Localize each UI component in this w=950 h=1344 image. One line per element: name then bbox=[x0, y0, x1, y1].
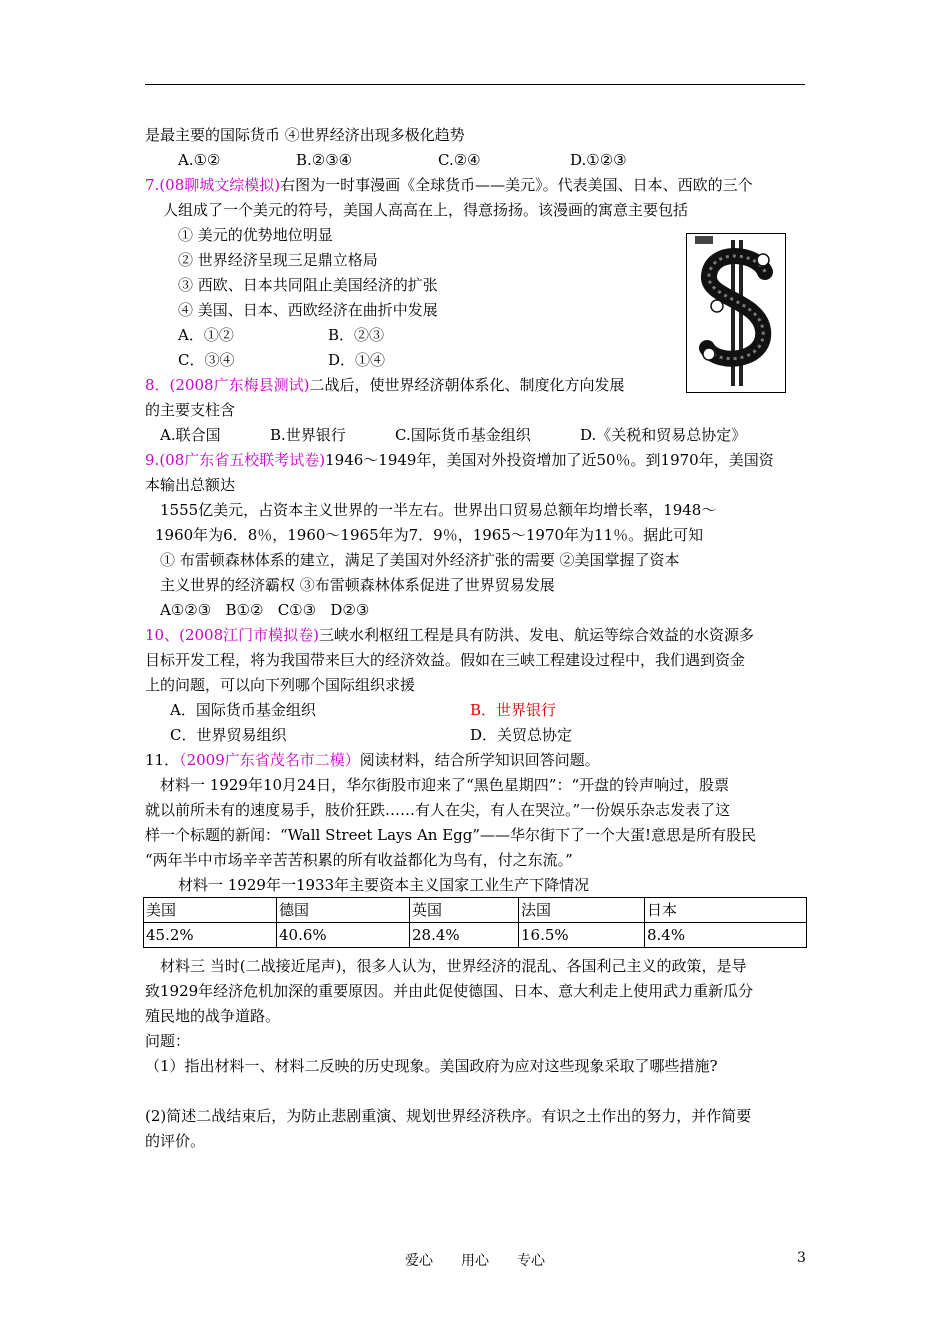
option-d: D.①②③ bbox=[570, 151, 627, 169]
question-source: (08聊城文综模拟) bbox=[159, 176, 281, 194]
option-a: A.联合国 bbox=[160, 426, 221, 444]
text-line: 就以前所未有的速度易手，肢价狂跌……有人在尖，有人在哭泣。”一份娱乐杂志发表了这 bbox=[145, 801, 731, 819]
table-header-cell: 英国 bbox=[410, 898, 519, 923]
question-number: 9. bbox=[145, 451, 160, 469]
question-number: 8． bbox=[145, 376, 170, 394]
table-cell: 28.4% bbox=[410, 923, 519, 948]
question-text: 1946～1949年，美国对外投资增加了近50％。到1970年，美国资 bbox=[325, 451, 774, 469]
option-d: D．关贸总协定 bbox=[470, 726, 573, 744]
question-source: (2008江门市模拟卷) bbox=[179, 626, 319, 644]
text-line: 样一个标题的新闻：“Wall Street Lays An Egg”——华尔街下了一个大蛋!意思是所有股民 bbox=[145, 826, 757, 844]
question-text: 三峡水利枢纽工程是具有防洪、发电、航运等综合效益的水资源多 bbox=[318, 626, 754, 644]
option-c: C.国际货币基金组织 bbox=[395, 426, 531, 444]
dollar-sign-icon bbox=[687, 234, 785, 392]
text-line: 本输出总额达 bbox=[145, 476, 236, 494]
table-cell: 45.2% bbox=[144, 923, 277, 948]
question-9 bbox=[145, 450, 774, 470]
text-line: 1960年为6．8％，1960～1965年为7．9％，1965～1970年为11％。据此可知 bbox=[155, 526, 704, 544]
option-d: D．①④ bbox=[328, 351, 386, 369]
question-8 bbox=[145, 375, 624, 395]
table-header-cell: 德国 bbox=[277, 898, 410, 923]
option-a: A．①② bbox=[178, 326, 234, 344]
text-line: 致1929年经济危机加深的重要原因。并由此促使德国、日本、意大利走上使用武力重新瓜分 bbox=[145, 982, 754, 1000]
option-b: B.世界银行 bbox=[270, 426, 346, 444]
option-c: C．③④ bbox=[178, 351, 235, 369]
option-a: A．国际货币基金组织 bbox=[170, 701, 316, 719]
statement: ① 美元的优势地位明显 bbox=[178, 226, 333, 244]
page-number: 3 bbox=[797, 1250, 806, 1266]
text-line: 问题： bbox=[145, 1032, 191, 1050]
text-line: 材料三 当时(二战接近尾声)，很多人认为，世界经济的混乱、各国利己主义的政策，是导 bbox=[160, 957, 747, 975]
text-line: 是最主要的国际货币 ④世界经济出现多极化趋势 bbox=[145, 126, 465, 144]
question-source: （2009广东省茂名市二模） bbox=[179, 751, 360, 769]
text-line: 的评价。 bbox=[145, 1132, 206, 1150]
question-number: 7. bbox=[145, 176, 160, 194]
question-7 bbox=[145, 175, 753, 195]
table-row bbox=[144, 898, 807, 923]
option-b: B．②③ bbox=[328, 326, 385, 344]
production-decline-table bbox=[143, 897, 807, 948]
prompt-2: (2)简述二战结束后，为防止悲剧重演、规划世界经济秩序。有识之土作出的努力，并作简要 bbox=[145, 1107, 752, 1125]
table-cell: 40.6% bbox=[277, 923, 410, 948]
question-source: (08广东省五校联考试卷) bbox=[159, 451, 326, 469]
option-b: B.②③④ bbox=[296, 151, 353, 169]
table-header-cell: 法国 bbox=[519, 898, 645, 923]
option-a: A.①② bbox=[178, 151, 221, 169]
question-10 bbox=[145, 625, 754, 645]
question-11 bbox=[145, 750, 600, 770]
option-b-answer: B．世界银行 bbox=[470, 701, 557, 719]
text-line: “两年半中市场辛辛苦苦积累的所有收益都化为鸟有，付之东流。” bbox=[145, 851, 573, 869]
table-header-cell: 美国 bbox=[144, 898, 277, 923]
question-source: (2008广东梅县测试) bbox=[169, 376, 310, 394]
statement: ④ 美国、日本、西欧经济在曲折中发展 bbox=[178, 301, 438, 319]
table-title: 材料一 1929年一1933年主要资本主义国家工业生产下降情况 bbox=[178, 876, 590, 894]
question-number: 10、 bbox=[145, 626, 180, 644]
option-c: C．世界贸易组织 bbox=[170, 726, 287, 744]
text-line: 目标开发工程，将为我国带来巨大的经济效益。假如在三峡工程建设过程中，我们遇到资金 bbox=[145, 651, 746, 669]
text-line: 的主要支柱含 bbox=[145, 401, 236, 419]
table-header-cell: 日本 bbox=[645, 898, 807, 923]
header-rule bbox=[145, 84, 805, 85]
options-row: A①②③ B①② C①③ D②③ bbox=[160, 601, 370, 619]
text-line: 主义世界的经济霸权 ③布雷顿森林体系促进了世界贸易发展 bbox=[160, 576, 555, 594]
question-number: 11． bbox=[145, 751, 180, 769]
question-text: 二战后，使世界经济朝体系化、制度化方向发展 bbox=[309, 376, 625, 394]
question-text: 右图为一时事漫画《全球货币——美元》。代表美国、日本、西欧的三个 bbox=[280, 176, 753, 194]
prompt-1: （1）指出材料一、材料二反映的历史现象。美国政府为应对这些现象采取了哪些措施? bbox=[145, 1057, 718, 1075]
text-line: 殖民地的战争道路。 bbox=[145, 1007, 281, 1025]
question-text: 阅读材料，结合所学知识回答问题。 bbox=[359, 751, 600, 769]
text-line: 上的问题，可以向下列哪个国际组织求援 bbox=[145, 676, 416, 694]
statement: ② 世界经济呈现三足鼎立格局 bbox=[178, 251, 378, 269]
table-cell: 16.5% bbox=[519, 923, 645, 948]
text-line: ① 布雷顿森林体系的建立，满足了美国对外经济扩张的需要 ②美国掌握了资本 bbox=[160, 551, 680, 569]
option-c: C.②④ bbox=[438, 151, 481, 169]
option-d: D.《关税和贸易总协定》 bbox=[580, 426, 747, 444]
dollar-cartoon-image bbox=[686, 233, 786, 393]
table-cell: 8.4% bbox=[645, 923, 807, 948]
footer-text: 爱心 用心 专心 bbox=[405, 1253, 545, 1269]
table-row bbox=[144, 923, 807, 948]
text-line: 人组成了一个美元的符号，美国人高高在上，得意扬扬。该漫画的寓意主要包括 bbox=[163, 201, 689, 219]
text-line: 材料一 1929年10月24日，华尔街股市迎来了“黑色星期四”：“开盘的铃声响过，股票 bbox=[160, 776, 730, 794]
text-line: 1555亿美元，占资本主义世界的一半左右。世界出口贸易总额年均增长率，1948～ bbox=[160, 501, 717, 519]
statement: ③ 西欧、日本共同阻止美国经济的扩张 bbox=[178, 276, 438, 294]
